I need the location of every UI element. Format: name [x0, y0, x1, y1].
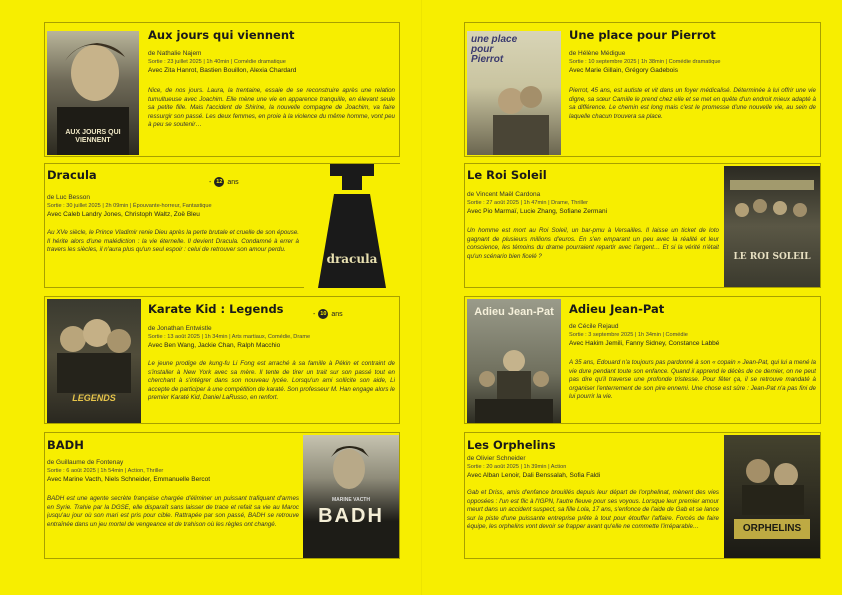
- film-synopsis: Au XVe siècle, le Prince Vladimir renie Dieu après la perte brutale et cruelle de son épouse. Il hérite alors d'une malédiction : la vie éternelle. Il devient Dracula. Condamné à errer à travers les siècles, il n'aura plus qu'un seul espoir : celui de retrouver son amour perdu.: [47, 229, 299, 254]
- page-fold: [421, 0, 422, 595]
- film-director: de Olivier Schneider: [467, 455, 526, 462]
- film-title: Aux jours qui viennent: [148, 28, 295, 42]
- film-poster: [47, 31, 139, 155]
- film-meta: Sortie : 10 septembre 2025 | 1h 38min | Comédie dramatique: [569, 59, 721, 65]
- minus-sign: -: [313, 310, 316, 318]
- film-title: Adieu Jean-Pat: [569, 302, 665, 316]
- film-title: Les Orphelins: [467, 438, 556, 452]
- poster-title: LE ROI SOLEIL: [733, 252, 811, 262]
- film-cast: Avec Marine Vacth, Niels Schneider, Emmanuelle Bercot: [47, 476, 211, 483]
- film-poster: [304, 164, 400, 288]
- film-poster: [724, 435, 820, 558]
- age-rating: [209, 177, 239, 187]
- film-meta: Sortie : 30 juillet 2025 | 2h 09min | Épouvante-horreur, Fantastique: [47, 203, 212, 209]
- film-cast: Avec Pio Marmaï, Lucie Zhang, Sofiane Zermani: [467, 208, 608, 215]
- film-meta: Sortie : 3 septembre 2025 | 1h 34min | Comédie: [569, 332, 688, 338]
- poster-title: LEGENDS: [72, 393, 116, 403]
- agent-image: [303, 435, 399, 505]
- film-meta: Sortie : 20 août 2025 | 1h 39min | Action: [467, 464, 567, 470]
- film-poster: [467, 299, 561, 423]
- poster-title: dracula: [326, 252, 378, 266]
- film-card-adieu-jean-pat: [464, 296, 821, 424]
- age-badge: 12: [216, 179, 223, 185]
- poster-subtitle: MARINE VACTH: [332, 497, 370, 503]
- film-director: de Guillaume de Fontenay: [47, 459, 124, 466]
- age-unit: ans: [331, 310, 343, 318]
- film-director: de Jonathan Entwistle: [148, 325, 212, 332]
- film-director: de Nathalie Najem: [148, 50, 202, 57]
- film-synopsis: BADH est une agente secrète française chargée d'éliminer un puissant trafiquant d'armes en Syrie. Trahie par la DGSE, elle disparaît sans laisser de trace et refait sa vie au Maroc jusqu'au jour où son mari est pris pour cible. Rattrapée par son passé, BADH se retrouve entraînée dans un jeu mortel de vengeance et de trahison où les règles ont changé.: [47, 495, 299, 528]
- film-title: Karate Kid : Legends: [148, 302, 284, 316]
- film-poster: [724, 166, 820, 287]
- crowd-image: [467, 299, 561, 423]
- film-title: BADH: [47, 438, 84, 452]
- film-meta: Sortie : 23 juillet 2025 | 1h 40min | Comédie dramatique: [148, 59, 286, 65]
- age-unit: ans: [227, 178, 239, 186]
- film-poster: [467, 31, 561, 155]
- minus-sign: -: [209, 178, 212, 186]
- film-card-une-place: [464, 22, 821, 157]
- cast-image: [47, 299, 141, 423]
- poster-title: AUX JOURS QUI VIENNENT: [65, 129, 121, 144]
- age-rating: [313, 309, 343, 319]
- duo-image: [724, 435, 820, 558]
- film-card-les-orphelins: [464, 432, 821, 559]
- film-meta: Sortie : 6 août 2025 | 1h 54min | Action, Thriller: [47, 468, 164, 474]
- film-meta: Sortie : 27 août 2025 | 1h 47min | Drame, Thriller: [467, 200, 588, 206]
- film-card-karate-kid: [44, 296, 400, 424]
- film-synopsis: Pierrot, 45 ans, est autiste et vit dans un foyer médicalisé. Déterminée à lui offrir une vie digne, sa sœur Camille le prend chez elle et se met en quête d'un endroit mieux adapté à sa différence. Le chemin est long mais c'est le promesse d'une nouvelle vie, au sein de laquelle chacun trouvera sa place.: [569, 87, 816, 120]
- age-badge: 10: [320, 311, 327, 317]
- film-title: Dracula: [47, 168, 97, 182]
- film-synopsis: Le jeune prodige de kung-fu Li Fong est arraché à sa famille à Pékin et contraint de s'installer à New York avec sa mère. Il tente de tirer un trait sur son passé tout en cherchant à s'intégrer dans son nouveau lycée. Lorsqu'un ami sollicite son aide, Li accepte de participer à une compétition de karaté. Son professeur M. Han engage alors le premier Karaté Kid, Daniel LaRusso, en renfort.: [148, 360, 395, 402]
- couple-image: [467, 31, 561, 155]
- poster-title: une place pour Pierrot: [471, 34, 518, 65]
- film-poster: [303, 435, 399, 558]
- poster-title: BADH: [318, 505, 384, 527]
- film-card-aux-jours: [44, 22, 400, 157]
- film-cast: Avec Marie Gillain, Grégory Gadebois: [569, 67, 678, 74]
- film-cast: Avec Hakim Jemili, Fanny Sidney, Constance Labbé: [569, 340, 720, 347]
- film-synopsis: Gab et Driss, amis d'enfance brouillés depuis leur départ de l'orphelinat, mènent des vies opposées : l'un est flic à l'IGPN, l'autre fleuve pour ses voyous. Lorsque leur premier amour meurt dans un accident suspect, sa fille Lola, 17 ans, s'enfonce de l'aide de Gab et se lance sur la piste d'une puissante entreprise prête à tout pour étouffer l'affaire. Forcés de faire équipe, les orphelins vont devoir se frapper avant qu'elle ne commette l'irréparable…: [467, 489, 719, 531]
- film-cast: Avec Alban Lenoir, Dali Benssalah, Sofia Faldi: [467, 472, 601, 479]
- film-cast: Avec Zita Hanrot, Bastien Bouillon, Alexia Chardard: [148, 67, 297, 74]
- vampire-silhouette: [304, 164, 400, 288]
- film-card-badh: [44, 432, 400, 559]
- film-synopsis: Un homme est mort au Roi Soleil, un bar-pmu à Versailles. Il laisse un ticket de loto gagnant de plusieurs millions d'euros. En s'en emparant un peu avec la réalité et leur conscience, les témoins du drame pourraient repartir avec l'argent… Et si la vérité n'était qu'un scénario bien ficelé ?: [467, 227, 719, 260]
- film-cast: Avec Caleb Landry Jones, Christoph Waltz, Zoë Bleu: [47, 211, 200, 218]
- film-title: Une place pour Pierrot: [569, 28, 716, 42]
- film-card-dracula: [44, 163, 400, 288]
- group-image: [724, 166, 820, 246]
- film-director: de Vincent Maël Cardona: [467, 191, 541, 198]
- film-director: de Hélène Médigue: [569, 50, 626, 57]
- poster-title: Adieu Jean-Pat: [474, 306, 554, 318]
- film-synopsis: A 35 ans, Édouard n'a toujours pas pardonné à son « copain » Jean-Pat, qui lui a mené la vie dure pendant toute son enfance. Quand il apprend le décès de ce dernier, on ne peut pas dire qu'il traverse une profonde tristesse. Pour fêter ça, il se retrouve mandaté à organiser l'enterrement de son pire ennemi. Une chose est sûre : Jean-Pat n'a pas fini de lui pourrir la vie.: [569, 359, 816, 401]
- poster-title: ORPHELINS: [742, 523, 802, 534]
- film-meta: Sortie : 13 août 2025 | 1h 34min | Arts martiaux, Comédie, Drame: [148, 334, 311, 340]
- film-title: Le Roi Soleil: [467, 168, 547, 182]
- film-director: de Cécile Rejaud: [569, 323, 619, 330]
- film-poster: [47, 299, 141, 423]
- film-cast: Avec Ben Wang, Jackie Chan, Ralph Macchio: [148, 342, 281, 349]
- film-director: de Luc Besson: [47, 194, 91, 201]
- film-synopsis: Nice, de nos jours. Laura, la trentaine, essaie de se reconstruire après une relation tumultueuse avec Joachim. Elle mène une vie en apparence tranquille, en élevant seule sa petite fille. Mais l'accident de Shirine, la nouvelle compagne de Joachim, va faire ressurgir son passé. Les deux femmes, en proie à la violence du même homme, vont peu à peu se soutenir…: [148, 87, 395, 129]
- film-card-roi-soleil: [464, 163, 821, 288]
